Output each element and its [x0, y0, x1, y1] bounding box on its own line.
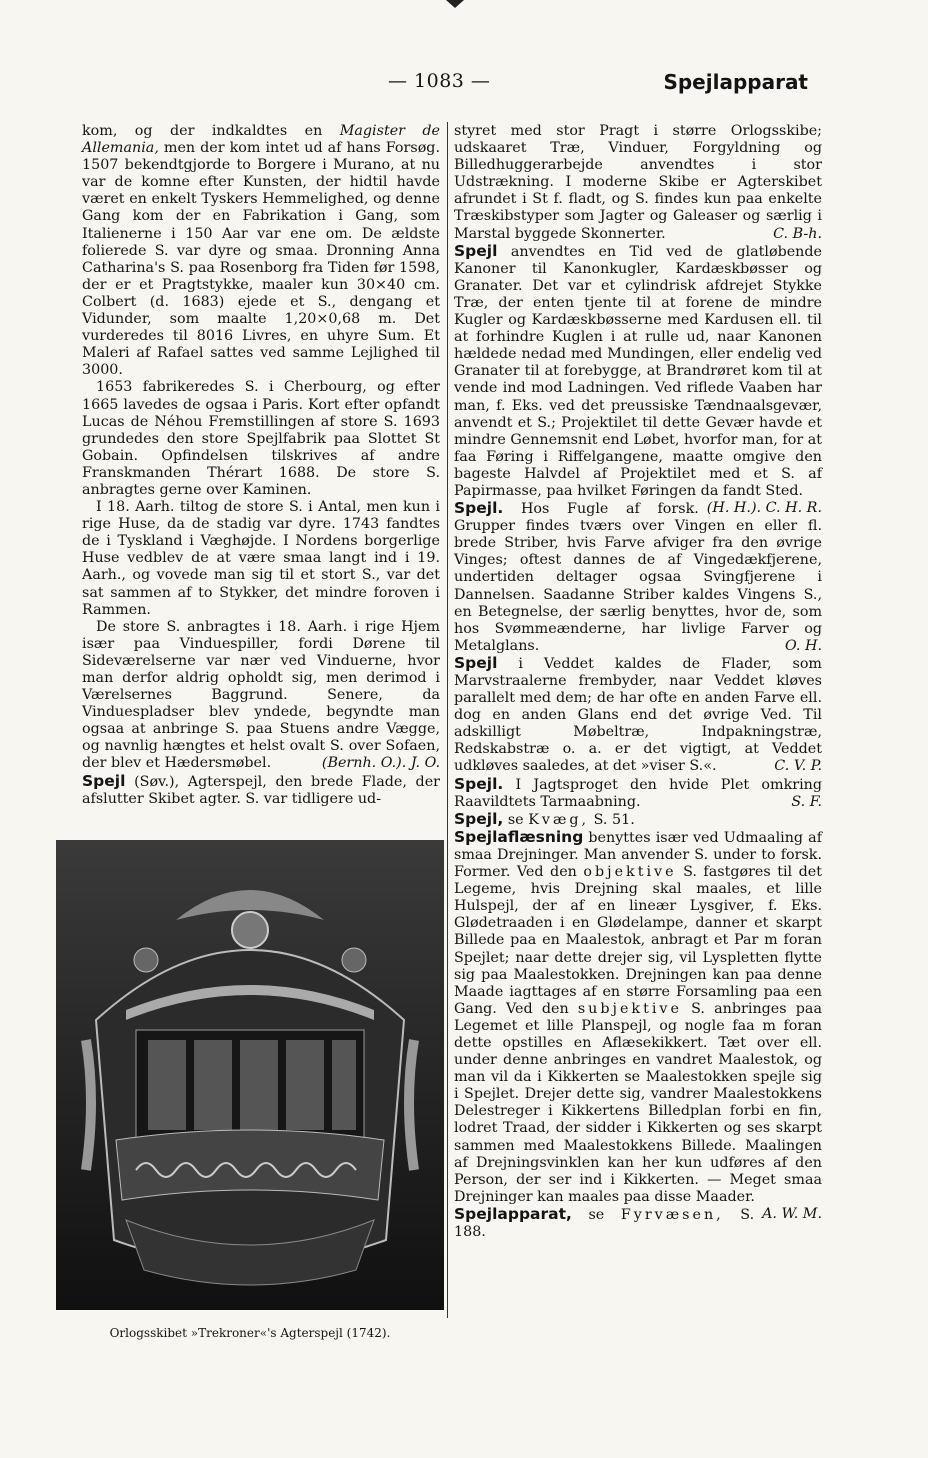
signature: (H. H.). C. H. R. [706, 500, 822, 517]
signature: S. F. [791, 793, 822, 810]
right-column [454, 123, 822, 1241]
page-number: — 1083 — [388, 70, 491, 92]
cross-reference: Kvæg, [528, 811, 590, 828]
headword: Spejl [82, 771, 126, 790]
paragraph-1: kom, og der indkaldtes en Magister de Allemania, men der kom intet ud af hans Forsøg. 1507 bekendtgjorde to Borgere i Murano, at nu var de komne efter Kunsten, der hidtil havde været en enkelt Tyskers Hemmelighed, og denne Gang kom der en Fabrikation i Gang, som Italienerne i 150 Aar var ene om. De ældste folierede S. var dyre og smaa. Dronning Anna Catharina's S. paa Rosenborg fra Tiden før 1598, der er et Pragtstykke, maaler kun 30×40 cm. Colbert (d. 1683) ejede et S., dengang et Vidunder, som maalte 1,20×0,68 m. Det vurderedes til 8016 Livres, en uhyre Sum. Et Maleri af Rafael sattes ved samme Lejlighed til 3000. [82, 123, 441, 379]
paragraph-2: 1653 fabrikeredes S. i Cherbourg, og efter 1665 lavedes de ogsaa i Paris. Kort efter opfandt Lucas de Néhou Fremstillingen af store S. 1693 grundedes den store Spejlfabrik paa Slottet St Gobain. Opfindelsen tilskrives af andre Franskmanden Thérart 1688. De store S. anbragtes gerne over Kaminen. [82, 379, 440, 498]
headword: Spejlapparat, [454, 1204, 572, 1223]
entry-spejlapparat: Spejlapparat, se Fyrvæsen, S. 188. [454, 1204, 755, 1240]
signature: C. V. P. [774, 758, 822, 775]
headword: Spejlaflæsning [454, 827, 584, 846]
entry-spejl-soev-cont: styret med stor Pragt i større Orlogsskibe; udskaaret Træ, Vinduer, Forgyldning og Billedhuggerarbejde anvendtes i stor Udstrækning. I moderne Skibe er Agterskibet afrundet i St f. fladt, og S. findes kun paa enkelte Træskibstyper som Jagter og Galeaser og særlig i Marstal byggede Skonnerter. C. B-h. [454, 123, 822, 242]
column-divider [447, 122, 448, 1318]
entry-spejl-soev: Spejl (Søv.), Agterspejl, den brede Flade, der afslutter Skibet agter. S. var tidligere ud- [82, 771, 440, 807]
entry-spejl-ved: Spejl i Veddet kaldes de Flader, som Marvstraalerne frembyder, naar Veddet kløves parallelt med dem; de har ofte en anden Farve ell. dog en anden Glans end det øvrige Ved. Til adskilligt Møbeltræ, Indpakningstræ, Redskabstræ o. a. er det vigtigt, at Veddet udkløves saaledes, at det »viser S.«. C. V. P. [454, 653, 822, 775]
signature: O. H. [785, 637, 822, 654]
signature: C. B-h. [773, 225, 822, 242]
entry-spejl-fugle: Spejl. Hos Fugle af forsk. Grupper findes tværs over Vingen en eller fl. brede Striber, hvis Farve afviger fra den øvrige Vinges; oftest dannes de af Vingedækfjerene, undertiden deltager ogsaa Svingfjerene i Dannelsen. Saadanne Striber kaldes Vingens S., en Betegnelse, der særlig benyttes, hvor de, som hos Svømmeænderne, har livlige Farver og Metalglans. O. H. [454, 499, 822, 654]
paragraph-4: De store S. anbragtes i 18. Aarh. i rige Hjem især paa Vinduespiller, fordi Dørene til Sideværelserne var nær ved Vinduerne, hvor man derfor aldrig opholdt sig, men derimod i Værelsernes Baggrund. Senere, da Vinduespladser blev yndede, begyndte man ogsaa at anbringe S. paa Stuens andre Vægge, og navnlig hængtes et helst ovalt S. over Sofaen, der blev et Hædersmøbel. (Bernh. O.). J. O. [82, 618, 440, 772]
headword: Spejl. [454, 499, 504, 518]
headword: Spejl. [454, 774, 504, 793]
entry-spejl-jagt: Spejl. I Jagtsproget den hvide Plet omkring Raavildtets Tarmaabning. S. F. [454, 774, 822, 810]
entry-spejl-kvaeg: Spejl, se Kvæg, S. 51. [454, 809, 635, 828]
entry-spejlaflaesning: Spejlaflæsning benyttes især ved Udmaaling af smaa Drejninger. Man anvender S. under to forsk. Former. Ved den objektive S. fastgøres til det Legeme, hvis Drejning skal maales, et lille Hulspejl, der af en lineær Lysgiver, f. Eks. Glødetraaden i en Glødelampe, danner et skarpt Billede paa en Maalestok, anbragt et Par m foran Spejlet; naar dette drejer sig, vil Lyspletten flytte sig paa Maalestokken. Drejningen kan paa denne Maade iagttages af en større Forsamling paa een Gang. Ved den subjektive S. anbringes paa Legemet et lille Planspejl, og nogle faa m foran dette opstilles en Aflæsekikkert. Tæt over ell. under denne anbringes en vandret Maalestok, og man vil da i Kikkerten se Maalestokken spejle sig i Spejlet. Drejer dette sig, vandrer Maalestokkens Delestreger i Kikkertens Billedplan forbi en fin, lodret Traad, der sidder i Kikkerten og ses skarpt sammen med Maalestokkens Billede. Maalingen af Drejningsvinklen kan her kun udføres af den Person, der ser ind i Kikkerten. — Meget smaa Drejninger kan maales paa disse Maader. A. W. M. [454, 827, 822, 1222]
headword: Spejl [454, 653, 498, 672]
left-column [82, 123, 440, 808]
signature: (Bernh. O.). J. O. [321, 755, 440, 772]
paragraph-3: I 18. Aarh. tiltog de store S. i Antal, men kun i rige Huse, da de stadig var dyre. 1743 fandtes de i Tyskland i Væghøjde. I Nordens borgerlige Huse vedblev de at være smaa langt ind i 19. Aarh., og vovede man sig til et stort S., var det sat sammen af to Stykker, det mindre foroven i Rammen. [82, 499, 440, 618]
headword: Spejl, [454, 809, 504, 828]
entry-spejl-kanon: Spejl anvendtes en Tid ved de glatløbende Kanoner til Kanonkugler, Kardæskbøsser og Granater. Det var et cylindrisk afdrejet Stykke Træ, der enten tjente til at forene de mindre Kugler og Kardæskbøsserne med Kardusen ell. til at forhindre Kuglen i at rulle ud, naar Kanonen hældede nedad med Mundingen, eller endelig ved Granater til at forebygge, at Brandrøret kom til at vende ind mod Ladningen. Ved riflede Vaaben har man, f. Eks. ved det preussiske Tændnaalsgevær, anvendt et S.; Projektilet til dette Gevær havde et mindre Gennemsnit end Løbet, hvorfor man, for at faa Føring i Riffelgangene, maatte omgive den bageste Halvdel af Projektilet med et S. af Papirmasse, paa hvilket Føringen da fandt Sted. (H. H.). C. H. R. [454, 241, 822, 517]
running-head: Spejlapparat [663, 70, 808, 94]
top-margin-mark [446, 0, 464, 8]
headword: Spejl [454, 241, 498, 260]
signature: A. W. M. [762, 1205, 822, 1222]
cross-reference: Fyrvæsen, [620, 1206, 724, 1223]
ship-stern-illustration [56, 840, 444, 1310]
figure-caption: Orlogsskibet »Trekroner«'s Agterspejl (1742). [109, 1326, 391, 1340]
